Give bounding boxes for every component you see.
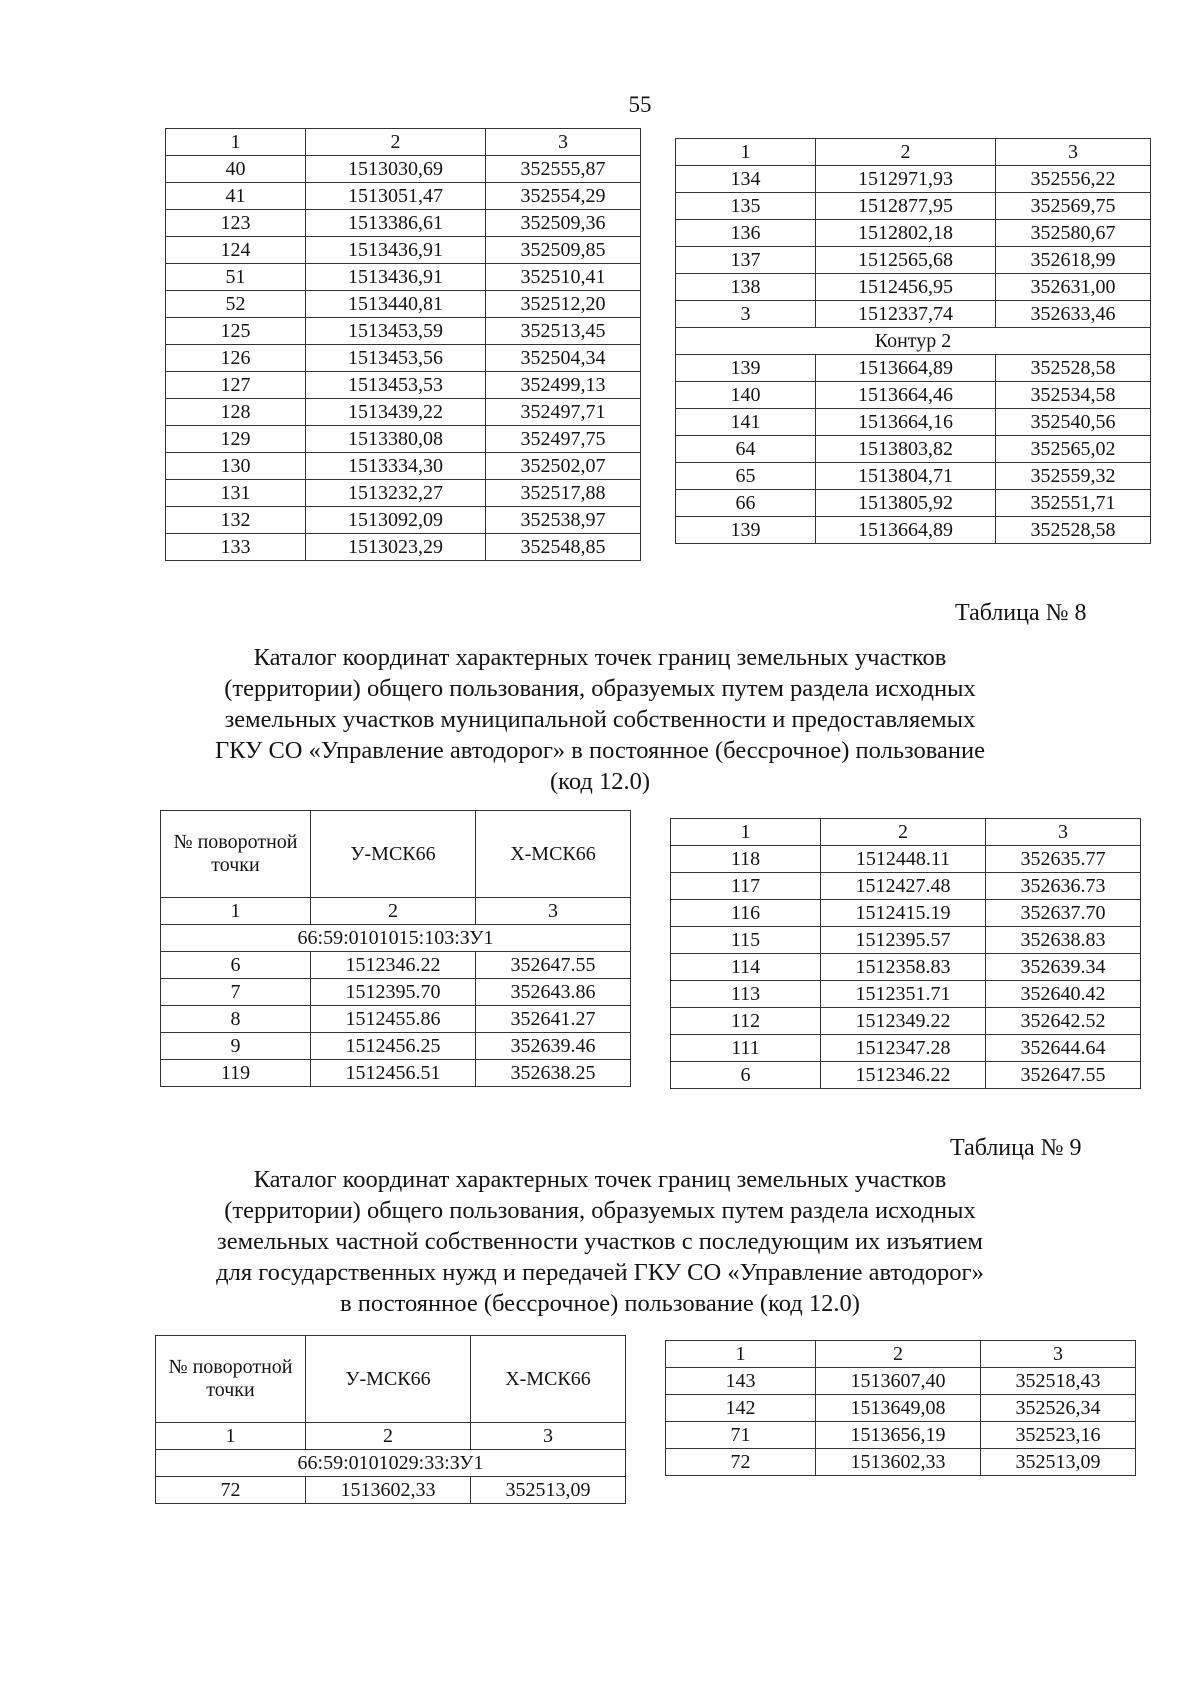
point-number-cell: 130	[166, 453, 306, 480]
table-8-left	[160, 810, 631, 1087]
table-row	[666, 1449, 1136, 1476]
title-line: ГКУ СО «Управление автодорог» в постоянное (бессрочное) пользование	[214, 737, 985, 764]
x-msk66-header: Х-МСК66	[471, 1336, 626, 1423]
x-coordinate-cell: 352499,13	[486, 372, 641, 399]
col-number-cell: 2	[306, 129, 486, 156]
point-number-cell: 72	[156, 1477, 306, 1504]
table-row	[676, 436, 1151, 463]
table-row	[161, 979, 631, 1006]
x-coordinate-cell: 352509,85	[486, 237, 641, 264]
point-number-cell: 72	[666, 1449, 816, 1476]
x-coordinate-cell: 352635.77	[986, 846, 1141, 873]
column-header-row	[161, 811, 631, 898]
point-number-cell: 142	[666, 1395, 816, 1422]
y-coordinate-cell: 1513602,33	[816, 1449, 981, 1476]
col-number-cell: 2	[306, 1423, 471, 1450]
point-number-cell: 113	[671, 981, 821, 1008]
point-number-cell: 117	[671, 873, 821, 900]
point-number-cell: 141	[676, 409, 816, 436]
col-number-cell: 1	[676, 139, 816, 166]
point-number-cell: 125	[166, 318, 306, 345]
point-number-cell: 138	[676, 274, 816, 301]
table-row	[166, 318, 641, 345]
table-header-row	[676, 139, 1151, 166]
table-row	[676, 463, 1151, 490]
point-number-cell: 9	[161, 1033, 311, 1060]
x-coordinate-cell: 352637.70	[986, 900, 1141, 927]
y-coordinate-cell: 1513232,27	[306, 480, 486, 507]
x-coordinate-cell: 352502,07	[486, 453, 641, 480]
y-coordinate-cell: 1512565,68	[816, 247, 996, 274]
x-coordinate-cell: 352555,87	[486, 156, 641, 183]
title-line: для государственных нужд и передачей ГКУ СО «Управление автодорог»	[216, 1259, 984, 1286]
y-coordinate-cell: 1512971,93	[816, 166, 996, 193]
y-coordinate-cell: 1512395.57	[821, 927, 986, 954]
x-coordinate-cell: 352513,09	[471, 1477, 626, 1504]
point-number-cell: 134	[676, 166, 816, 193]
table-header-row	[666, 1341, 1136, 1368]
col-number-cell: 3	[476, 898, 631, 925]
contour-section-row	[676, 328, 1151, 355]
table-9-right	[665, 1340, 1136, 1476]
page-number: 55	[628, 92, 652, 117]
x-coordinate-cell: 352540,56	[996, 409, 1151, 436]
point-number-cell: 6	[161, 952, 311, 979]
point-number-header: № поворотной точки	[161, 811, 311, 898]
x-coordinate-cell: 352559,32	[996, 463, 1151, 490]
point-number-cell: 133	[166, 534, 306, 561]
y-coordinate-cell: 1512346.22	[311, 952, 476, 979]
y-coordinate-cell: 1512802,18	[816, 220, 996, 247]
col-number-cell: 1	[671, 819, 821, 846]
x-coordinate-cell: 352497,71	[486, 399, 641, 426]
y-coordinate-cell: 1513804,71	[816, 463, 996, 490]
y-coordinate-cell: 1512456.25	[311, 1033, 476, 1060]
col-number-cell: 1	[166, 129, 306, 156]
table-row	[166, 426, 641, 453]
y-coordinate-cell: 1513664,46	[816, 382, 996, 409]
table-header-row	[166, 129, 641, 156]
table-8-title	[150, 642, 1050, 797]
col-number-cell: 1	[161, 898, 311, 925]
point-number-cell: 6	[671, 1062, 821, 1089]
table-header-row	[671, 819, 1141, 846]
x-coordinate-cell: 352497,75	[486, 426, 641, 453]
table-8-right	[670, 818, 1141, 1089]
x-coordinate-cell: 352640.42	[986, 981, 1141, 1008]
x-coordinate-cell: 352618,99	[996, 247, 1151, 274]
point-number-cell: 137	[676, 247, 816, 274]
point-number-cell: 64	[676, 436, 816, 463]
x-coordinate-cell: 352638.83	[986, 927, 1141, 954]
y-coordinate-cell: 1512456.51	[311, 1060, 476, 1087]
table-row	[671, 900, 1141, 927]
table-row	[671, 1062, 1141, 1089]
point-number-cell: 116	[671, 900, 821, 927]
y-coordinate-cell: 1512415.19	[821, 900, 986, 927]
x-coordinate-cell: 352534,58	[996, 382, 1151, 409]
table-row	[166, 264, 641, 291]
table-row	[161, 952, 631, 979]
x-coordinate-cell: 352580,67	[996, 220, 1151, 247]
y-coordinate-cell: 1513453,56	[306, 345, 486, 372]
point-number-cell: 51	[166, 264, 306, 291]
y-coordinate-cell: 1513664,89	[816, 517, 996, 544]
x-coordinate-cell: 352639.46	[476, 1033, 631, 1060]
col-number-cell: 2	[821, 819, 986, 846]
y-coordinate-cell: 1512347.28	[821, 1035, 986, 1062]
col-number-cell: 2	[816, 1341, 981, 1368]
point-number-cell: 41	[166, 183, 306, 210]
y-coordinate-cell: 1513386,61	[306, 210, 486, 237]
y-coordinate-cell: 1513030,69	[306, 156, 486, 183]
point-number-cell: 135	[676, 193, 816, 220]
x-coordinate-cell: 352538,97	[486, 507, 641, 534]
col-number-cell: 1	[666, 1341, 816, 1368]
x-msk66-header: Х-МСК66	[476, 811, 631, 898]
table-row	[676, 382, 1151, 409]
x-coordinate-cell: 352504,34	[486, 345, 641, 372]
x-coordinate-cell: 352644.64	[986, 1035, 1141, 1062]
col-number-cell: 3	[981, 1341, 1136, 1368]
y-coordinate-cell: 1512358.83	[821, 954, 986, 981]
x-coordinate-cell: 352647.55	[986, 1062, 1141, 1089]
cadastral-row	[161, 925, 631, 952]
table-row	[161, 1006, 631, 1033]
x-coordinate-cell: 352569,75	[996, 193, 1151, 220]
y-coordinate-cell: 1513803,82	[816, 436, 996, 463]
col-number-cell: 2	[816, 139, 996, 166]
y-coordinate-cell: 1512427.48	[821, 873, 986, 900]
table-row	[676, 355, 1151, 382]
y-coordinate-cell: 1513607,40	[816, 1368, 981, 1395]
x-coordinate-cell: 352638.25	[476, 1060, 631, 1087]
table-row	[671, 981, 1141, 1008]
point-number-cell: 127	[166, 372, 306, 399]
table-row	[671, 1008, 1141, 1035]
point-number-cell: 139	[676, 355, 816, 382]
x-coordinate-cell: 352512,20	[486, 291, 641, 318]
table-9-caption: Таблица № 9	[950, 1135, 1082, 1161]
point-number-cell: 115	[671, 927, 821, 954]
point-number-cell: 129	[166, 426, 306, 453]
table-row	[671, 873, 1141, 900]
point-number-cell: 139	[676, 517, 816, 544]
col-number-cell: 3	[486, 129, 641, 156]
column-number-row	[156, 1423, 626, 1450]
cadastral-number: 66:59:0101029:33:ЗУ1	[156, 1450, 626, 1477]
y-coordinate-cell: 1512448.11	[821, 846, 986, 873]
top-left-coordinates-table	[165, 128, 641, 561]
y-msk66-header: У-МСК66	[306, 1336, 471, 1423]
y-msk66-header: У-МСК66	[311, 811, 476, 898]
table-row	[671, 1035, 1141, 1062]
table-row	[666, 1395, 1136, 1422]
point-number-cell: 114	[671, 954, 821, 981]
table-row	[166, 183, 641, 210]
point-number-cell: 140	[676, 382, 816, 409]
table-row	[166, 399, 641, 426]
point-number-cell: 126	[166, 345, 306, 372]
contour-label: Контур 2	[676, 328, 1151, 355]
y-coordinate-cell: 1513664,89	[816, 355, 996, 382]
point-number-cell: 52	[166, 291, 306, 318]
table-row	[166, 372, 641, 399]
x-coordinate-cell: 352528,58	[996, 517, 1151, 544]
y-coordinate-cell: 1512455.86	[311, 1006, 476, 1033]
x-coordinate-cell: 352551,71	[996, 490, 1151, 517]
y-coordinate-cell: 1513805,92	[816, 490, 996, 517]
x-coordinate-cell: 352643.86	[476, 979, 631, 1006]
table-row	[676, 517, 1151, 544]
point-number-header: № поворотной точки	[156, 1336, 306, 1423]
y-coordinate-cell: 1513439,22	[306, 399, 486, 426]
col-number-cell: 3	[986, 819, 1141, 846]
point-number-cell: 8	[161, 1006, 311, 1033]
y-coordinate-cell: 1513380,08	[306, 426, 486, 453]
top-right-coordinates-table	[675, 138, 1151, 544]
table-row	[166, 507, 641, 534]
x-coordinate-cell: 352565,02	[996, 436, 1151, 463]
table-row	[676, 274, 1151, 301]
y-coordinate-cell: 1513023,29	[306, 534, 486, 561]
point-number-cell: 40	[166, 156, 306, 183]
table-row	[676, 409, 1151, 436]
table-row	[166, 156, 641, 183]
point-number-cell: 3	[676, 301, 816, 328]
table-row	[671, 846, 1141, 873]
y-coordinate-cell: 1513436,91	[306, 264, 486, 291]
y-coordinate-cell: 1513051,47	[306, 183, 486, 210]
y-coordinate-cell: 1513436,91	[306, 237, 486, 264]
table-row	[166, 453, 641, 480]
table-row	[666, 1368, 1136, 1395]
y-coordinate-cell: 1513440,81	[306, 291, 486, 318]
point-number-cell: 112	[671, 1008, 821, 1035]
table-row	[166, 237, 641, 264]
title-line: Каталог координат характерных точек границ земельных участков	[253, 644, 947, 671]
x-coordinate-cell: 352513,45	[486, 318, 641, 345]
point-number-cell: 143	[666, 1368, 816, 1395]
x-coordinate-cell: 352523,16	[981, 1422, 1136, 1449]
x-coordinate-cell: 352528,58	[996, 355, 1151, 382]
table-row	[166, 345, 641, 372]
table-row	[666, 1422, 1136, 1449]
x-coordinate-cell: 352554,29	[486, 183, 641, 210]
y-coordinate-cell: 1512456,95	[816, 274, 996, 301]
y-coordinate-cell: 1512337,74	[816, 301, 996, 328]
title-line: (код 12.0)	[550, 768, 650, 795]
cadastral-number: 66:59:0101015:103:ЗУ1	[161, 925, 631, 952]
y-coordinate-cell: 1512351.71	[821, 981, 986, 1008]
title-line: (территории) общего пользования, образуемых путем раздела исходных	[224, 1197, 976, 1224]
y-coordinate-cell: 1513664,16	[816, 409, 996, 436]
x-coordinate-cell: 352509,36	[486, 210, 641, 237]
point-number-cell: 132	[166, 507, 306, 534]
table-row	[676, 247, 1151, 274]
y-coordinate-cell: 1512346.22	[821, 1062, 986, 1089]
x-coordinate-cell: 352641.27	[476, 1006, 631, 1033]
column-number-row	[161, 898, 631, 925]
table-row	[676, 166, 1151, 193]
y-coordinate-cell: 1513649,08	[816, 1395, 981, 1422]
point-number-cell: 136	[676, 220, 816, 247]
point-number-cell: 124	[166, 237, 306, 264]
x-coordinate-cell: 352631,00	[996, 274, 1151, 301]
table-row	[166, 291, 641, 318]
point-number-cell: 71	[666, 1422, 816, 1449]
x-coordinate-cell: 352636.73	[986, 873, 1141, 900]
x-coordinate-cell: 352633,46	[996, 301, 1151, 328]
x-coordinate-cell: 352642.52	[986, 1008, 1141, 1035]
point-number-cell: 118	[671, 846, 821, 873]
title-line: земельных частной собственности участков с последующим их изъятием	[217, 1228, 983, 1255]
point-number-cell: 111	[671, 1035, 821, 1062]
point-number-cell: 66	[676, 490, 816, 517]
x-coordinate-cell: 352510,41	[486, 264, 641, 291]
table-row	[676, 193, 1151, 220]
table-row	[671, 954, 1141, 981]
col-number-cell: 3	[996, 139, 1151, 166]
y-coordinate-cell: 1513092,09	[306, 507, 486, 534]
y-coordinate-cell: 1512349.22	[821, 1008, 986, 1035]
table-row	[676, 301, 1151, 328]
col-number-cell: 3	[471, 1423, 626, 1450]
column-header-row	[156, 1336, 626, 1423]
x-coordinate-cell: 352518,43	[981, 1368, 1136, 1395]
point-number-cell: 65	[676, 463, 816, 490]
table-row	[676, 220, 1151, 247]
table-row	[156, 1477, 626, 1504]
y-coordinate-cell: 1513602,33	[306, 1477, 471, 1504]
y-coordinate-cell: 1513334,30	[306, 453, 486, 480]
col-number-cell: 1	[156, 1423, 306, 1450]
y-coordinate-cell: 1513453,59	[306, 318, 486, 345]
x-coordinate-cell: 352639.34	[986, 954, 1141, 981]
table-row	[166, 480, 641, 507]
table-8-caption: Таблица № 8	[955, 600, 1087, 626]
x-coordinate-cell: 352647.55	[476, 952, 631, 979]
title-line: земельных участков муниципальной собственности и предоставляемых	[224, 706, 976, 733]
title-line: Каталог координат характерных точек границ земельных участков	[253, 1166, 947, 1193]
x-coordinate-cell: 352517,88	[486, 480, 641, 507]
y-coordinate-cell: 1512877,95	[816, 193, 996, 220]
table-9-left	[155, 1335, 626, 1504]
point-number-cell: 123	[166, 210, 306, 237]
point-number-cell: 128	[166, 399, 306, 426]
table-row	[166, 534, 641, 561]
x-coordinate-cell: 352513,09	[981, 1449, 1136, 1476]
y-coordinate-cell: 1513656,19	[816, 1422, 981, 1449]
table-row	[676, 490, 1151, 517]
table-9-title	[150, 1164, 1050, 1319]
table-row	[161, 1033, 631, 1060]
col-number-cell: 2	[311, 898, 476, 925]
table-row	[161, 1060, 631, 1087]
point-number-cell: 7	[161, 979, 311, 1006]
table-row	[671, 927, 1141, 954]
table-row	[166, 210, 641, 237]
x-coordinate-cell: 352526,34	[981, 1395, 1136, 1422]
cadastral-row	[156, 1450, 626, 1477]
point-number-cell: 119	[161, 1060, 311, 1087]
title-line: в постоянное (бессрочное) пользование (код 12.0)	[340, 1290, 860, 1317]
title-line: (территории) общего пользования, образуемых путем раздела исходных	[224, 675, 976, 702]
x-coordinate-cell: 352548,85	[486, 534, 641, 561]
y-coordinate-cell: 1513453,53	[306, 372, 486, 399]
x-coordinate-cell: 352556,22	[996, 166, 1151, 193]
point-number-cell: 131	[166, 480, 306, 507]
y-coordinate-cell: 1512395.70	[311, 979, 476, 1006]
